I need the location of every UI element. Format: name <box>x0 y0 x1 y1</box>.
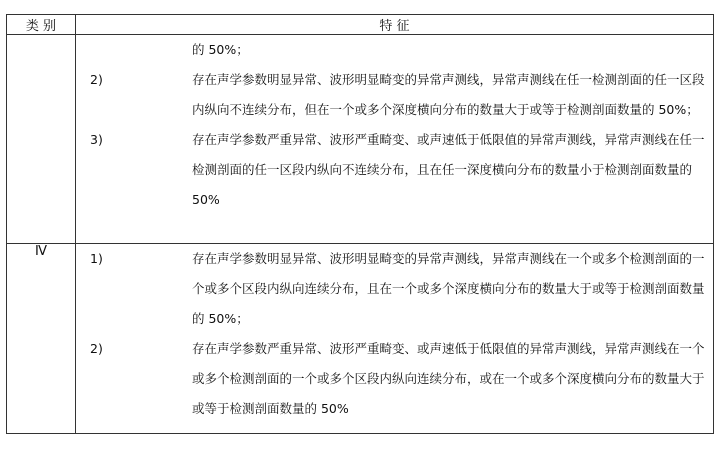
header-category: 类 别 <box>7 15 76 35</box>
category-cell: Ⅳ <box>7 244 76 434</box>
item-text: 存在声学参数明显异常、波形明显畸变的异常声测线，异常声测线在一个或多个检测剖面的一个或多个区段内纵向连续分布，且在一个或多个深度横向分布的数量大于或等于检测剖面数量的 50%； <box>192 251 705 326</box>
table-row <box>7 35 714 244</box>
list-item <box>76 65 713 125</box>
item-number: 2) <box>90 72 103 87</box>
table-row <box>7 244 714 434</box>
item-text: 存在声学参数严重异常、波形严重畸变、或声速低于低限值的异常声测线，异常声测线在任一检测剖面的任一区段内纵向不连续分布，且在任一深度横向分布的数量小于检测剖面数量的 50% <box>192 132 705 207</box>
item-text: 存在声学参数严重异常、波形严重畸变、或声速低于低限值的异常声测线，异常声测线在一个或多个检测剖面的一个或多个区段内纵向连续分布，或在一个或多个深度横向分布的数量大于或等于检测剖面数量的 50% <box>192 341 705 416</box>
header-features: 特 征 <box>76 15 714 35</box>
item-text: 存在声学参数明显异常、波形明显畸变的异常声测线，异常声测线在任一检测剖面的任一区段内纵向不连续分布，但在一个或多个深度横向分布的数量大于或等于检测剖面数量的 50%； <box>192 72 705 117</box>
item-number: 2) <box>90 341 103 356</box>
continued-text: 的 50%； <box>192 42 249 57</box>
criteria-table <box>6 14 714 434</box>
category-cell <box>7 35 76 244</box>
features-cell <box>76 244 714 434</box>
list-item <box>76 244 713 334</box>
header-row <box>7 15 714 35</box>
list-item <box>76 125 713 215</box>
list-item <box>76 334 713 424</box>
item-number: 1) <box>90 251 103 266</box>
item-number: 3) <box>90 132 103 147</box>
features-cell <box>76 35 714 244</box>
